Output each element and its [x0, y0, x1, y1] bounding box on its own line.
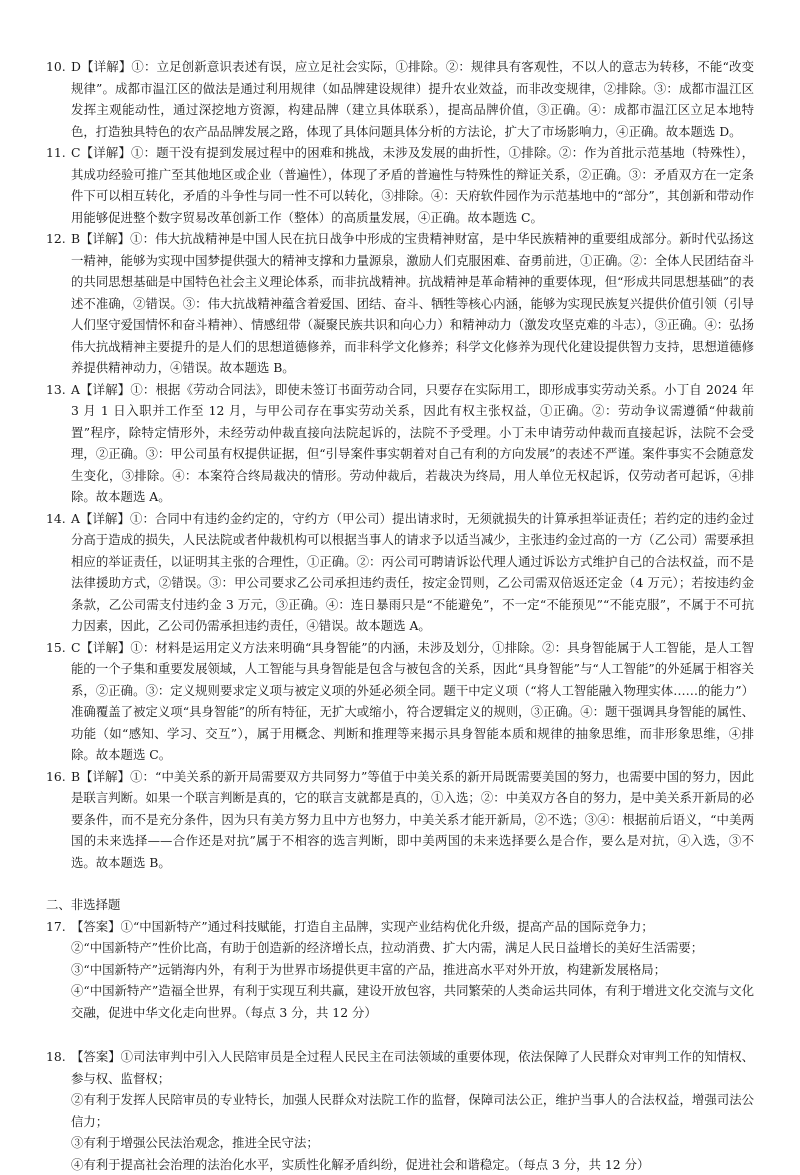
item-explanation: C【详解】①：材料是运用定义方法来明确“具身智能”的内涵，未涉及划分，①排除。②：具身智能属于人工智能，是人工智能的一个子集和重要发展领域，人工智能与具身智能是包含与被包含的关系，因此“具身智能”与“人工智能”的外延属于相容关系，②正确。③：定义规则要求定义项与被定义项的外延必须全同。题干中定义项（“将人工智能融入物理实体……的能力”）准确覆盖了被定义项“具身智能”的所有特征，无扩大或缩小，符合逻辑定义的规则，③正确。④：题干强调具身智能的属性、功能（如“感知、学习、交互”），属于用概念、判断和推理等来揭示具身智能本质和规律的抽象思维，而非形象思维，④排除。故本题选 C。: [71, 637, 754, 766]
answer-point-1: 【答案】①司法审判中引入人民陪审员是全过程人民民主在司法领域的重要体现，依法保障了人民群众对审判工作的知情权、参与权、监督权；: [71, 1046, 754, 1089]
item-number: 16.: [46, 766, 71, 788]
answer-item-14: [46, 508, 754, 637]
answer-point-2: ②有利于发挥人民陪审员的专业特长，加强人民群众对法院工作的监督，保障司法公正，维护当事人的合法权益，增强司法公信力；: [71, 1089, 754, 1132]
item-number: 18.: [46, 1046, 71, 1068]
item-number: 11.: [46, 142, 71, 164]
item-answer: [71, 1046, 754, 1175]
item-explanation: C【详解】①：题干没有提到发展过程中的困难和挑战，未涉及发展的曲折性，①排除。②：作为首批示范基地（特殊性），其成功经验可推广至其他地区或企业（普遍性），体现了矛盾的普遍性与特殊性的辩证关系，②正确。③：矛盾双方在一定条件下可以相互转化，矛盾的斗争性与同一性不可以转化，③排除。④：天府软件园作为示范基地中的“部分”，其创新和带动作用能够促进整个数字贸易改革创新工作（整体）的高质量发展，④正确。故本题选 C。: [71, 142, 754, 228]
answer-item-16: [46, 766, 754, 874]
item-explanation: D【详解】①：立足创新意识表述有误，应立足社会实际，①排除。②：规律具有客观性，不以人的意志为转移，不能“改变规律”。成都市温江区的做法是通过利用规律（如品牌建设规律）提升农业效益，而非改变规律，②排除。③：成都市温江区发挥主观能动性，通过深挖地方资源，构建品牌（建立具体联系），提高品牌价值，③正确。④：成都市温江区立足本地特色，打造独具特色的农产品品牌发展之路，体现了具体问题具体分析的方法论，扩大了市场影响力，④正确。故本题选 D。: [71, 56, 754, 142]
spacer: [46, 1023, 754, 1046]
item-explanation: B【详解】①：“中美关系的新开局需要双方共同努力”等值于中美关系的新开局既需要美国的努力，也需要中国的努力，因此是联言判断。如果一个联言判断是真的，它的联言支就都是真的，①入选；②：中美双方各自的努力，是中美关系开新局的必要条件，而不是充分条件，因为只有美方努力且中方也努力，中美关系才能开新局，②不选；③④：根据前后语义，“中美两国的未来选择——合作还是对抗”属于不相容的选言判断，即中美两国的未来选择要么是合作，要么是对抗，④入选，③不选。故本题选 B。: [71, 766, 754, 874]
item-number: 17.: [46, 916, 71, 938]
item-number: 14.: [46, 508, 71, 530]
answer-point-3: ③“中国新特产”远销海内外，有利于为世界市场提供更丰富的产品，推进高水平对外开放，构建新发展格局；: [71, 959, 754, 981]
answer-point-4: ④“中国新特产”造福全世界，有利于实现互利共赢，建设开放包容，共同繁荣的人类命运共同体，有利于增进文化交流与文化交融，促进中华文化走向世界。（每点 3 分，共 12 分）: [71, 980, 754, 1023]
answer-item-11: [46, 142, 754, 228]
answer-item-17: [46, 916, 754, 1024]
item-number: 13.: [46, 379, 71, 401]
item-explanation: A【详解】①：根据《劳动合同法》，即使未签订书面劳动合同，只要存在实际用工，即形成事实劳动关系。小丁自 2024 年 3 月 1 日入职并工作至 12 月，与甲公司存在事实劳动关系，因此有权主张权益，①正确。②：劳动争议需遵循“仲裁前置”程序，除特定情形外，未经劳动仲裁直接向法院起诉的，法院不予受理。小丁未申请劳动仲裁而直接起诉，法院不会受理，②正确。③：甲公司虽有权提供证据，但“引导案件事实朝着对自己有利的方向发展”的表述不严谨。案件事实不会随意发生变化，③排除。④：本案符合终局裁决的情形。劳动仲裁后，若裁决为终局，用人单位无权起诉，仅劳动者可起诉，④排除。故本题选 A。: [71, 379, 754, 508]
item-answer: [71, 916, 754, 1024]
answer-item-10: [46, 56, 754, 142]
answer-point-1: 【答案】①“中国新特产”通过科技赋能，打造自主品牌，实现产业结构优化升级，提高产品的国际竞争力；: [71, 916, 754, 938]
answer-point-4: ④有利于提高社会治理的法治化水平，实质性化解矛盾纠纷，促进社会和谐稳定。（每点 3 分，共 12 分）: [71, 1154, 754, 1175]
item-number: 12.: [46, 228, 71, 250]
answer-item-13: [46, 379, 754, 508]
item-explanation: A【详解】①：合同中有违约金约定的，守约方（甲公司）提出请求时，无须就损失的计算承担举证责任；若约定的违约金过分高于造成的损失，人民法院或者仲裁机构可以根据当事人的请求予以适当减少，主张违约金过高的一方（乙公司）需要承担相应的举证责任，以证明其主张的合理性，①正确。②：丙公司可聘请诉讼代理人通过诉讼方式维护自己的合法权益，而不是法律援助方式，②错误。③：甲公司要求乙公司承担违约责任，按定金罚则，乙公司需双倍返还定金（4 万元）；若按违约金条款，乙公司需支付违约金 3 万元，③正确。④：连日暴雨只是“不能避免”，不一定“不能预见”“不能克服”，不属于不可抗力因素，因此，乙公司仍需承担违约责任，④错误。故本题选 A。: [71, 508, 754, 637]
answer-item-12: [46, 228, 754, 379]
item-explanation: B【详解】①：伟大抗战精神是中国人民在抗日战争中形成的宝贵精神财富，是中华民族精神的重要组成部分。新时代弘扬这一精神，能够为实现中国梦提供强大的精神支撑和力量源泉，激励人们克服困难、奋勇前进，①正确。②：全体人民团结奋斗的共同思想基础是中国特色社会主义理论体系，而非抗战精神。抗战精神是革命精神的重要体现，但“形成共同思想基础”的表述不准确，②错误。③：伟大抗战精神蕴含着爱国、团结、奋斗、牺牲等核心内涵，能够为实现民族复兴提供价值引领（引导人们坚守爱国情怀和奋斗精神）、情感纽带（凝聚民族共识和向心力）和精神动力（激发攻坚克难的斗志），③正确。④：弘扬伟大抗战精神主要提升的是人们的思想道德修养，而非科学文化修养；科学文化修养为现代化建设提供智力支持，思想道德修养提供精神动力，④错误。故本题选 B。: [71, 228, 754, 379]
item-number: 15.: [46, 637, 71, 659]
answer-item-15: [46, 637, 754, 766]
answer-point-3: ③有利于增强公民法治观念，推进全民守法；: [71, 1132, 754, 1154]
answer-item-18: [46, 1046, 754, 1175]
answer-point-2: ②“中国新特产”性价比高，有助于创造新的经济增长点，拉动消费、扩大内需，满足人民日益增长的美好生活需要；: [71, 937, 754, 959]
item-number: 10.: [46, 56, 71, 78]
section-title-non-choice: 二、非选择题: [46, 894, 754, 916]
